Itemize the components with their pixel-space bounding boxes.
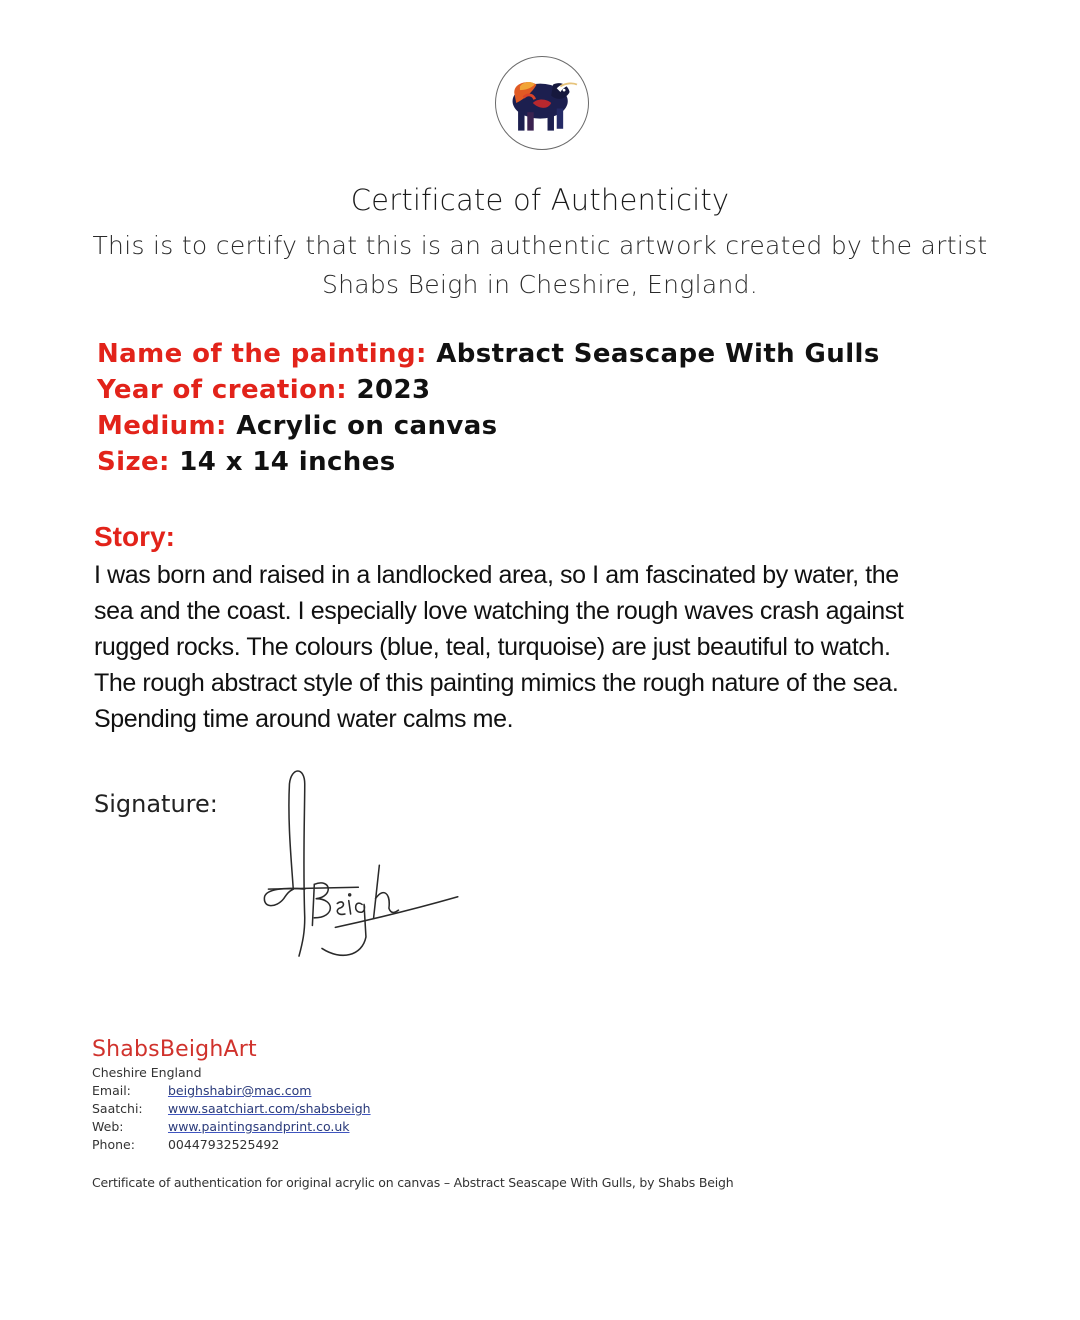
story-heading: Story: — [94, 521, 175, 552]
story-text — [94, 557, 994, 737]
contact-block — [92, 1037, 371, 1154]
detail-label: Name of the painting: — [97, 339, 427, 369]
story-line: The rough abstract style of this painting mimics the rough nature of the sea. — [94, 669, 899, 697]
detail-row-year — [97, 372, 880, 408]
email-row — [92, 1082, 371, 1100]
web-link[interactable]: www.paintingsandprint.co.uk — [167, 1119, 350, 1134]
story-line: sea and the coast. I especially love watching the rough waves crash against — [94, 597, 904, 625]
saatchi-link[interactable]: www.saatchiart.com/shabsbeigh — [167, 1101, 371, 1116]
brand-name: ShabsBeighArt — [92, 1037, 257, 1062]
story-line: rugged rocks. The colours (blue, teal, turquoise) are just beautiful to watch. — [94, 633, 891, 661]
detail-value: Acrylic on canvas — [236, 411, 498, 441]
location: Cheshire England — [92, 1065, 202, 1080]
web-row — [92, 1118, 371, 1136]
intro-line-2: Shabs Beigh in Cheshire, England. — [321, 270, 759, 299]
detail-value: 2023 — [356, 375, 431, 405]
detail-value: 14 x 14 inches — [179, 447, 396, 477]
detail-label: Medium: — [97, 411, 227, 441]
certificate-title: Certificate of Authenticity — [350, 183, 730, 217]
signature-area — [255, 760, 475, 980]
phone-number: 00447932525492 — [167, 1137, 280, 1152]
detail-value: Abstract Seascape With Gulls — [436, 339, 880, 369]
certificate-intro — [0, 226, 1080, 304]
detail-label: Size: — [97, 447, 170, 477]
detail-label: Year of creation: — [97, 375, 348, 405]
artist-logo — [495, 56, 589, 150]
painting-details — [97, 336, 880, 480]
intro-line-1: This is to certify that this is an authentic artwork created by the artist — [92, 231, 988, 260]
story-line: Spending time around water calms me. — [94, 705, 514, 733]
detail-row-medium — [97, 408, 880, 444]
phone-label: Phone: — [92, 1137, 135, 1152]
detail-row-size — [97, 444, 880, 480]
web-label: Web: — [92, 1119, 124, 1134]
handwritten-signature-icon — [255, 760, 475, 980]
phone-row — [92, 1136, 371, 1154]
signature-label: Signature: — [94, 790, 218, 818]
saatchi-row — [92, 1100, 371, 1118]
saatchi-label: Saatchi: — [92, 1101, 143, 1116]
email-link[interactable]: beighshabir@mac.com — [167, 1083, 312, 1098]
footer-note: Certificate of authentication for original acrylic on canvas – Abstract Seascape With Gulls, by Shabs Beigh — [92, 1175, 734, 1190]
detail-row-name — [97, 336, 880, 372]
story-line: I was born and raised in a landlocked area, so I am fascinated by water, the — [94, 561, 899, 589]
email-label: Email: — [92, 1083, 131, 1098]
bull-painting-logo-icon — [496, 57, 588, 149]
